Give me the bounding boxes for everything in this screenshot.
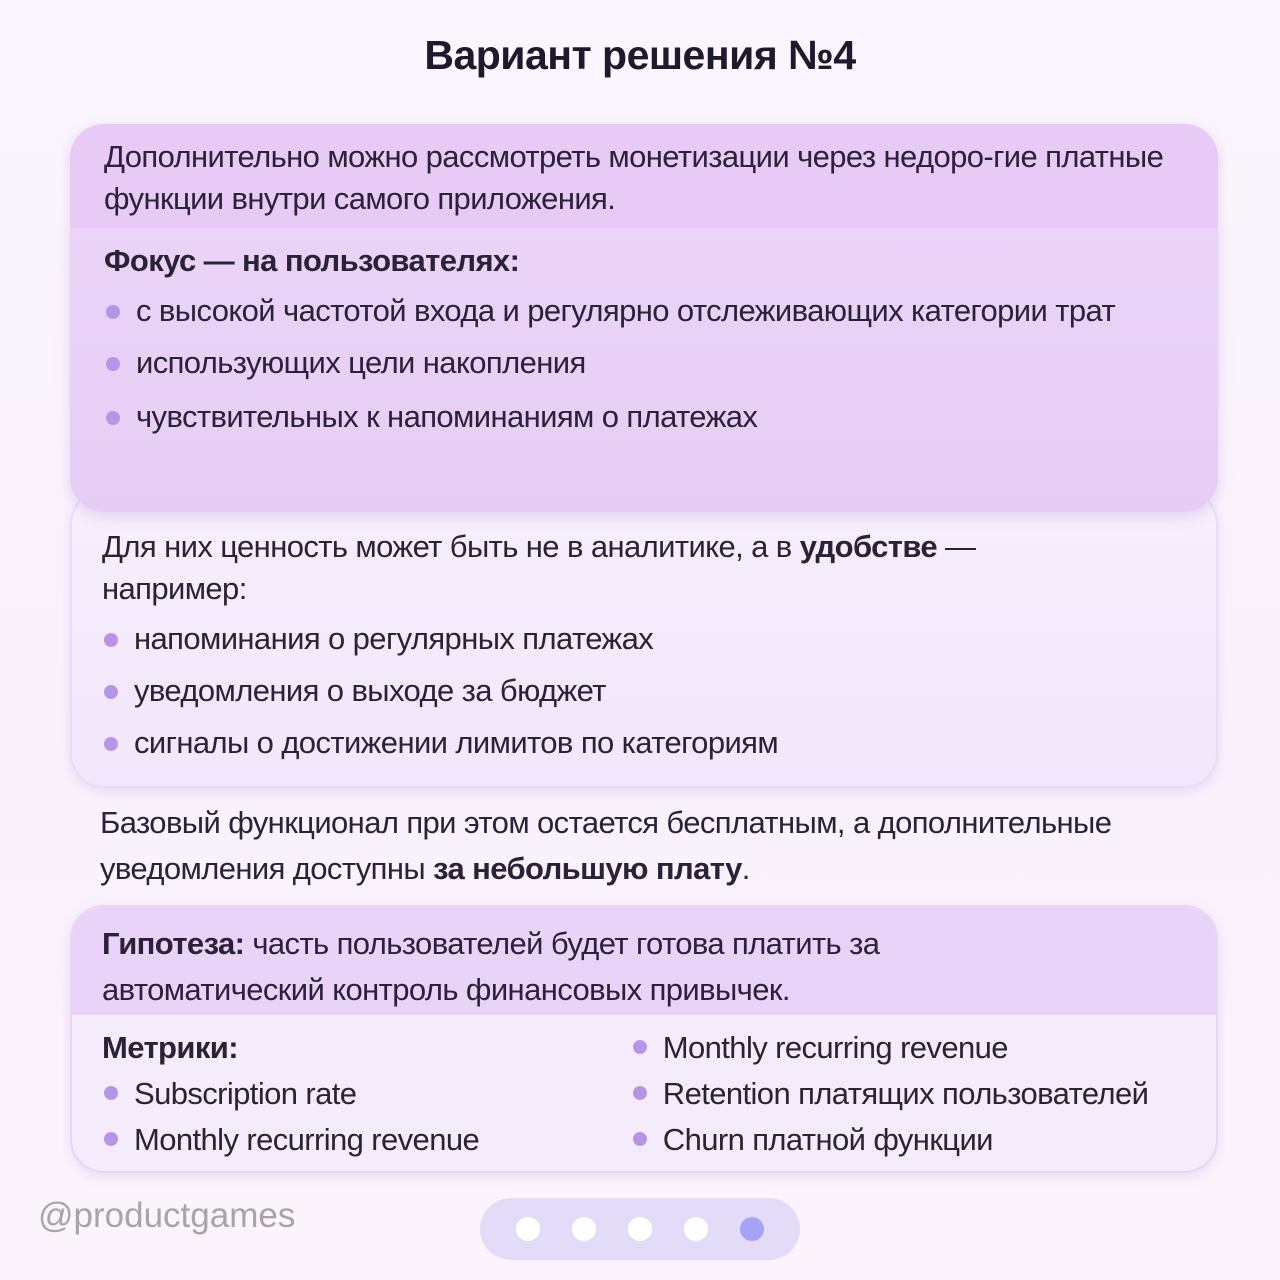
bullet-icon — [633, 1040, 647, 1054]
bullet-icon — [104, 1132, 118, 1146]
list-item — [104, 396, 1184, 438]
metric-text: Retention платящих пользователей — [662, 1076, 1149, 1111]
metric-item — [631, 1117, 1186, 1163]
value-card — [70, 490, 1218, 788]
page-dot-2[interactable] — [572, 1217, 596, 1241]
metrics-heading: Метрики: — [102, 1030, 238, 1065]
metric-text: Monthly recurring revenue — [134, 1122, 480, 1157]
bullet-icon — [104, 737, 118, 751]
metric-item — [102, 1071, 631, 1117]
list-item-text: уведомления о выходе за бюджет — [134, 673, 606, 708]
list-item — [104, 342, 1184, 384]
value-intro: Для них ценность может быть не в аналитике, а в удобстве — например: — [102, 529, 976, 606]
list-item-text: сигналы о достижении лимитов по категориям — [134, 725, 779, 760]
focus-heading: Фокус — на пользователях: — [104, 243, 520, 278]
bullet-icon — [104, 685, 118, 699]
pagination — [480, 1198, 800, 1260]
list-item-text: использующих цели накопления — [136, 345, 586, 380]
hypothesis-card — [70, 905, 1218, 1173]
list-item — [102, 618, 1186, 660]
metric-item — [631, 1071, 1186, 1117]
page-dot-3[interactable] — [628, 1217, 652, 1241]
list-item — [102, 722, 1186, 764]
metric-text: Subscription rate — [134, 1076, 357, 1111]
bullet-icon — [104, 1086, 118, 1100]
bullet-icon — [106, 411, 120, 425]
hypothesis-text: Гипотеза: часть пользователей будет готова платить за автоматический контроль финансовых привычек. — [72, 907, 1216, 1015]
list-item-text: с высокой частотой входа и регулярно отслеживающих категории трат — [136, 293, 1116, 328]
metric-item — [102, 1117, 631, 1163]
page-title: Вариант решения №4 — [424, 32, 856, 78]
list-item-text: чувствительных к напоминаниям о платежах — [136, 399, 758, 434]
bullet-icon — [106, 357, 120, 371]
list-item — [104, 290, 1184, 332]
bullet-icon — [633, 1086, 647, 1100]
focus-card — [70, 124, 1218, 512]
metric-item — [631, 1025, 1186, 1071]
pricing-text: Базовый функционал при этом остается бесплатным, а дополнительные уведомления доступны за небольшую плату. — [100, 805, 1112, 886]
page-dot-1[interactable] — [516, 1217, 540, 1241]
author-handle: @productgames — [38, 1196, 296, 1235]
intro-text: Дополнительно можно рассмотреть монетизации через недоро-гие платные функции внутри самого приложения. — [70, 124, 1218, 228]
bullet-icon — [633, 1132, 647, 1146]
metric-text: Monthly recurring revenue — [662, 1030, 1008, 1065]
list-item-text: напоминания о регулярных платежах — [134, 621, 654, 656]
bullet-icon — [104, 633, 118, 647]
metric-text: Churn платной функции — [662, 1122, 993, 1157]
page-dot-4[interactable] — [684, 1217, 708, 1241]
bullet-icon — [106, 305, 120, 319]
page-dot-5-active[interactable] — [740, 1217, 764, 1241]
list-item — [102, 670, 1186, 712]
